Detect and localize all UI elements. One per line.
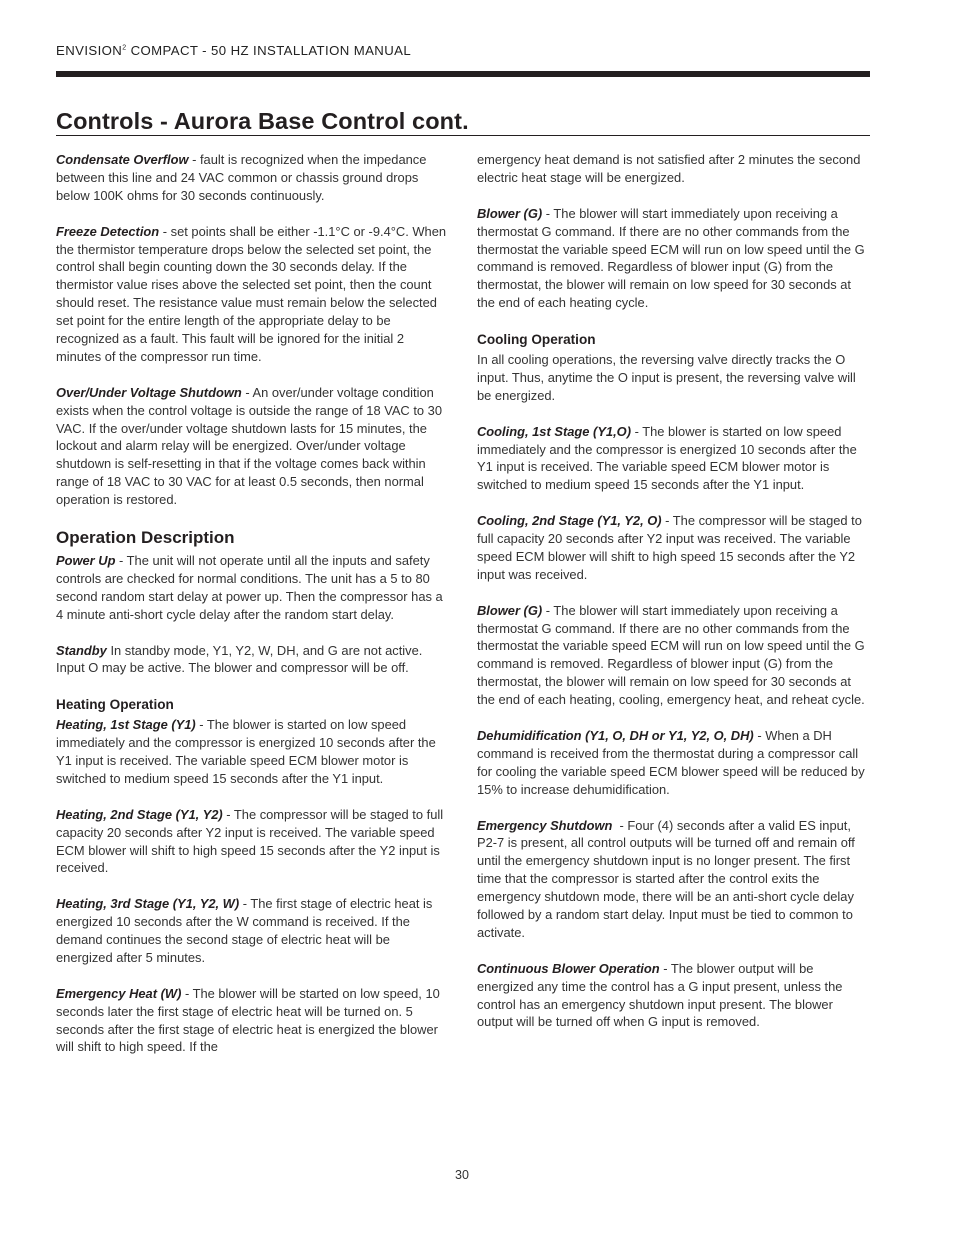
dehumidification-text: - When a DH command is received from the thermostat during a compressor call for cooling the variable speed ECM blower speed will be reduced by 15% to increase dehumidification. xyxy=(477,728,865,797)
heating-stage1-paragraph xyxy=(56,716,449,788)
voltage-shutdown-text: - An over/under voltage condition exists when the control voltage is outside the range of 18 VAC to 30 VAC. If the over/under voltage shutdown lasts for 15 minutes, the lockout and alarm relay will be energized. Over/under voltage shutdown is self-resetting in that if the voltage comes back within range of 18 VAC to 30 VAC for at least 0.5 seconds, then normal operation is restored. xyxy=(56,384,442,508)
heating-stage1-text: - The blower is started on low speed immediately and the compressor is energized 10 seconds after the Y1 input is received. The variable speed ECM blower motor is switched to medium speed 15 seconds after the Y1 input. xyxy=(56,717,436,786)
blower-cooling-text: - The blower will start immediately upon receiving a thermostat G command. If there are no other commands from the thermostat the variable speed ECM will run on low speed until the G command is removed. Regardless of blower input (G) from the thermostat, the blower will remain on low speed for 30 seconds at the end of each heating, cooling, emergency heat, and reheat cycle. xyxy=(477,602,865,708)
power-up-paragraph xyxy=(56,552,449,624)
operation-description-heading: Operation Description xyxy=(56,527,235,547)
cooling-stage2-paragraph xyxy=(477,512,872,584)
cooling-stage2-lead: Cooling, 2nd Stage (Y1, Y2, O) xyxy=(477,513,662,529)
emergency-heat-paragraph xyxy=(56,985,449,1057)
power-up-text: - The unit will not operate until all the inputs and safety controls are checked for normal conditions. The unit has a 5 to 80 second random start delay at power up. Then the compressor has a 4 minute anti-short cycle delay after the random start delay. xyxy=(56,552,443,622)
freeze-detection-text: - set points shall be either -1.1°C or -9.4°C. When the thermistor temperature drops below the selected set point, the control shall begin counting down the 30 seconds delay. If the thermistor value rises above the selected set point, then the count should reset. The resistance value must remain below the selected set point for the entire length of the appropriate delay to be recognized as a fault. This fault will be ignored for the initial 2 minutes of the compressor run time. xyxy=(56,223,447,364)
header-rule xyxy=(56,71,870,77)
emergency-heat-text: - The blower will be started on low speed, 10 seconds later the first stage of electric heat will be turned on. 5 seconds after the first stage of electric heat is energized the blower will shift to high speed. If the xyxy=(56,985,440,1055)
continuous-blower-text: - The blower output will be energized any time the control has a G input present, unless the control has an emergency shutdown input present. The blower output will be turned off when G input is removed. xyxy=(477,960,843,1030)
continuous-blower-paragraph xyxy=(477,960,872,1032)
continuous-blower-lead: Continuous Blower Operation xyxy=(477,960,660,976)
header-brand: ENVISION xyxy=(56,43,123,58)
blower-cooling-paragraph xyxy=(477,602,872,709)
emergency-shutdown-lead: Emergency Shutdown xyxy=(477,817,613,833)
manual-header xyxy=(56,43,411,58)
page-number: 30 xyxy=(455,1168,469,1182)
cooling-stage1-text: - The blower is started on low speed immediately and the compressor is energized 10 seconds after the Y1 input is received. The variable speed ECM blower motor is switched to medium speed 15 seconds after the Y1 input. xyxy=(477,423,857,493)
dehumidification-lead: Dehumidification (Y1, O, DH or Y1, Y2, O, DH) xyxy=(477,728,754,743)
emergency-heat-lead: Emergency Heat (W) xyxy=(56,985,182,1001)
freeze-detection-paragraph xyxy=(56,223,449,366)
blower-heating-text: - The blower will start immediately upon receiving a thermostat G command. If there are no other commands from the thermostat the variable speed ECM will run on low speed until the G command is removed. Regardless of blower input (G) from the thermostat, the blower will remain on low speed for 30 seconds at the end of each heating cycle. xyxy=(477,205,865,311)
standby-text: In standby mode, Y1, Y2, W, DH, and G are not active. Input O may be active. The blower and compressor will be off. xyxy=(56,642,423,676)
emergency-heat-continued: emergency heat demand is not satisfied after 2 minutes the second electric heat stage will be energized. xyxy=(477,152,861,185)
power-up-lead: Power Up xyxy=(56,552,116,568)
left-column xyxy=(56,151,449,1074)
title-underline xyxy=(56,135,870,136)
standby-paragraph xyxy=(56,642,449,678)
condensate-overflow-paragraph xyxy=(56,151,449,205)
heating-operation-heading: Heating Operation xyxy=(56,697,174,713)
condensate-overflow-lead: Condensate Overflow xyxy=(56,152,189,167)
blower-heating-lead: Blower (G) xyxy=(477,205,543,221)
voltage-shutdown-paragraph xyxy=(56,384,449,509)
heating-stage3-text: - The first stage of electric heat is energized 10 seconds after the W command is received. If the demand continues the second stage of electric heat will be energized after 5 minutes. xyxy=(56,896,433,965)
cooling-operation-heading: Cooling Operation xyxy=(477,332,596,348)
header-superscript: 2 xyxy=(122,44,127,52)
blower-heating-paragraph xyxy=(477,205,872,312)
blower-cooling-lead: Blower (G) xyxy=(477,602,543,618)
heating-stage3-lead: Heating, 3rd Stage (Y1, Y2, W) xyxy=(56,896,240,912)
freeze-detection-lead: Freeze Detection xyxy=(56,223,160,239)
header-rest: COMPACT - 50 HZ INSTALLATION MANUAL xyxy=(126,43,412,58)
emergency-shutdown-text: - Four (4) seconds after a valid ES input, P2-7 is present, all control outputs will be turned off and remain off until the emergency shutdown input is no longer present. The first time that the compressor is started after the control exits the emergency shutdown mode, there will be an anti-short cycle delay followed by a random start delay. Input must be tied to common to activate. xyxy=(477,817,859,940)
page-title: Controls - Aurora Base Control cont. xyxy=(56,108,469,134)
cooling-stage2-text: - The compressor will be staged to full capacity 20 seconds after Y2 input was received. The variable speed ECM blower will shift to high speed 15 seconds after the Y2 input was received. xyxy=(477,513,862,582)
emergency-shutdown-paragraph xyxy=(477,817,872,942)
dehumidification-paragraph xyxy=(477,727,872,799)
heating-stage3-paragraph xyxy=(56,895,449,967)
cooling-intro-paragraph: In all cooling operations, the reversing valve directly tracks the O input. Thus, anytime the O input is present, the reversing valve will be energized. xyxy=(477,352,856,403)
cooling-stage1-paragraph xyxy=(477,423,872,495)
cooling-stage1-lead: Cooling, 1st Stage (Y1,O) xyxy=(477,423,631,439)
heating-stage2-lead: Heating, 2nd Stage (Y1, Y2) xyxy=(56,806,223,822)
heating-stage2-text: - The compressor will be staged to full capacity 20 seconds after Y2 input is received. The variable speed ECM blower will shift to high speed 15 seconds after the Y2 input is received. xyxy=(56,806,444,876)
right-column xyxy=(477,151,872,1049)
condensate-overflow-text: - fault is recognized when the impedance between this line and 24 VAC common or chassis ground drops below 100K ohms for 30 seconds continuously. xyxy=(56,152,427,203)
voltage-shutdown-lead: Over/Under Voltage Shutdown xyxy=(56,384,242,400)
heating-stage2-paragraph xyxy=(56,806,449,878)
heating-stage1-lead: Heating, 1st Stage (Y1) xyxy=(56,717,196,733)
standby-lead: Standby xyxy=(56,642,107,658)
